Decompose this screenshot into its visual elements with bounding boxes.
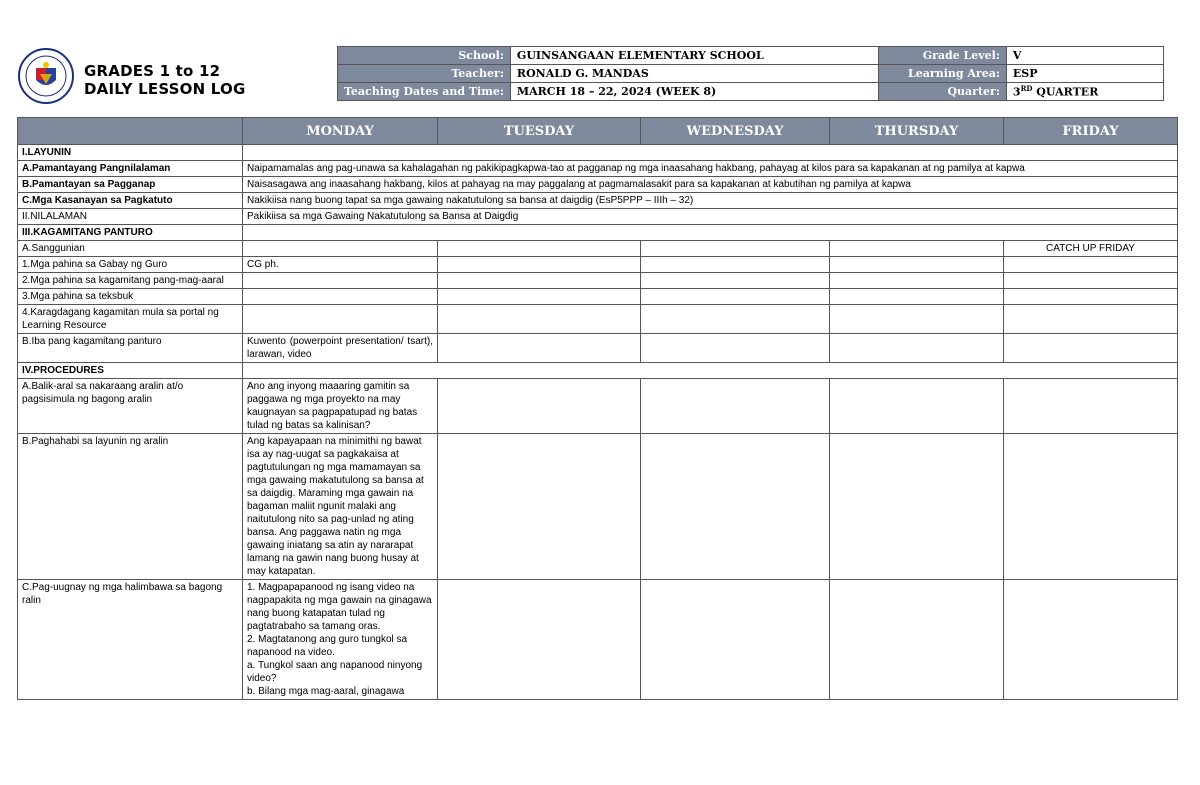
table-row [18,289,1178,305]
gabay-value: CG ph. [243,257,438,273]
deped-seal-logo [18,48,74,104]
day-header-friday: FRIDAY [1004,118,1178,145]
row-label: 1.Mga pahina sa Gabay ng Guro [18,257,243,273]
info-table [337,46,1164,101]
iba-value: Kuwento (powerpoint presentation/ tsart), larawan, video [243,334,438,363]
row-label: A.Balik-aral sa nakaraang aralin at/o pagsisimula ng bagong aralin [18,379,243,434]
day-header-tuesday: TUESDAY [438,118,641,145]
table-row [18,193,1178,209]
row-label: 3.Mga pahina sa teksbuk [18,289,243,305]
row-label: 2.Mga pahina sa kagamitang pang-mag-aaral [18,273,243,289]
table-row [18,434,1178,580]
table-row [18,225,1178,241]
row-label: A.Sanggunian [18,241,243,257]
row-label: A.Pamantayang Pangnilalaman [18,161,243,177]
quarter-suffix: RD [1020,84,1033,94]
school-value: GUINSANGAAN ELEMENTARY SCHOOL [510,47,878,65]
grade-value: V [1006,47,1163,65]
table-row [18,145,1178,161]
pag-uugnay-item: b. Bilang mga mag-aaral, ginagawa [247,686,405,697]
pag-uugnay-item: a. Tungkol saan ang napanood ninyong video? [247,660,423,684]
row-label: C.Pag-uugnay ng mga halimbawa sa bagong ralin [18,580,243,700]
title-line-1: GRADES 1 to 12 [84,62,221,80]
table-row [18,379,1178,434]
dates-label: Teaching Dates and Time: [338,83,511,101]
table-row [18,305,1178,334]
document-title [84,62,246,98]
table-row [18,334,1178,363]
table-row [18,241,1178,257]
day-header-wednesday: WEDNESDAY [641,118,830,145]
catch-up-friday: CATCH UP FRIDAY [1004,241,1178,257]
quarter-word: QUARTER [1032,85,1099,99]
kasanayan-value: Nakikiisa nang buong tapat sa mga gawaing nakatutulong sa bansa at daigdig (EsP5PPP – IIIh – 32) [243,193,1178,209]
section-procedures: IV.PROCEDURES [18,363,243,379]
row-label: B.Pamantayan sa Pagganap [18,177,243,193]
pag-uugnay-item: 2. Magtatanong ang guro tungkol sa napanood na video. [247,634,408,658]
balik-value: Ano ang inyong maaaring gamitin sa paggawa ng mga proyekto na may kaugnayan sa pagpapatupad ng batas tulad ng batas sa kalinisan? [243,379,438,434]
quarter-label: Quarter: [878,83,1006,101]
row-label: 4.Karagdagang kagamitan mula sa portal ng Learning Resource [18,305,243,334]
teacher-label: Teacher: [338,65,511,83]
grade-label: Grade Level: [878,47,1006,65]
area-label: Learning Area: [878,65,1006,83]
table-row [18,580,1178,700]
teacher-value: RONALD G. MANDAS [510,65,878,83]
school-label: School: [338,47,511,65]
table-row [18,363,1178,379]
area-value: ESP [1006,65,1163,83]
quarter-value [1006,83,1163,101]
table-row [18,161,1178,177]
corner-cell [18,118,243,145]
dates-value: MARCH 18 – 22, 2024 (WEEK 8) [510,83,878,101]
table-row [18,177,1178,193]
day-header-monday: MONDAY [243,118,438,145]
pagganap-value: Naisasagawa ang inaasahang hakbang, kilos at pahayag na may paggalang at pagmamalasakit para sa kapakanan at kabutihan ng pamilya at kapwa [243,177,1178,193]
pamantayang-value: Naipamamalas ang pag-unawa sa kahalagahan ng pakikipagkapwa-tao at pagganap ng mga inaasahang hakbang, pahayag at kilos para sa kapakanan at ng pamilya at kapwa [243,161,1178,177]
row-label: C.Mga Kasanayan sa Pagkatuto [18,193,243,209]
section-kagamitan: III.KAGAMITANG PANTURO [18,225,243,241]
row-label: B.Iba pang kagamitang panturo [18,334,243,363]
table-row [18,209,1178,225]
paghahabi-value: Ang kapayapaan na minimithi ng bawat isa ay nag-uugat sa pagkakaisa at pagtutulungan ng mga mamamayan sa mga gawaing makatutulong sa bansa at sa daigdig. Maraming mga gawain na bagaman maliit ngunit malaki ang naitutulong nito sa pag-unlad ng ating bansa. Ang paggawa natin ng mga gawaing iniatang sa atin ay nararapat lamang na gawin nang buong husay at may katapatan. [243,434,438,580]
row-label: B.Paghahabi sa layunin ng aralin [18,434,243,580]
title-line-2: DAILY LESSON LOG [84,80,246,98]
lesson-log-table [17,117,1178,700]
pag-uugnay-value [243,580,438,700]
section-layunin: I.LAYUNIN [18,145,243,161]
table-row [18,273,1178,289]
pag-uugnay-item: 1. Magpapapanood ng isang video na nagpapakita ng mga gawain na ginagawa nang buong katapatan tulad ng pagtatrabaho sa tamang oras. [247,582,432,632]
table-row [18,257,1178,273]
row-label: II.NILALAMAN [18,209,243,225]
nilalaman-value: Pakikiisa sa mga Gawaing Nakatutulong sa Bansa at Daigdig [243,209,1178,225]
quarter-number: 3 [1012,85,1021,99]
day-header-thursday: THURSDAY [830,118,1004,145]
